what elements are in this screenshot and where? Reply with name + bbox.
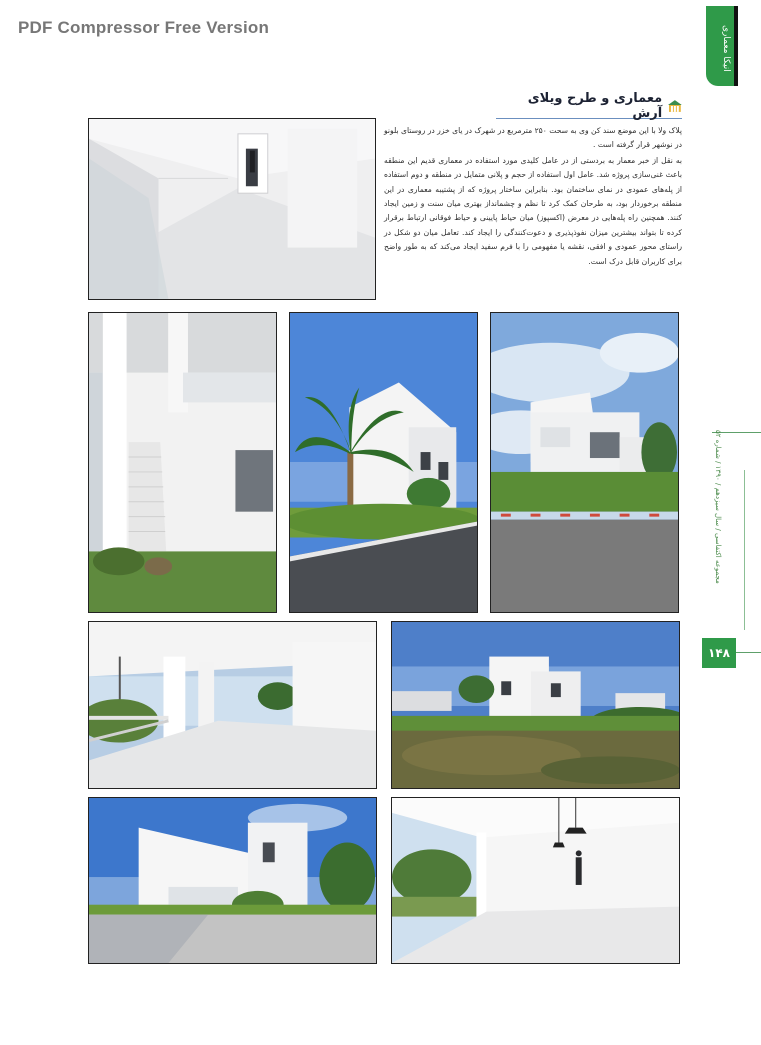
photo-villa-palm-tree	[289, 312, 478, 613]
building-icon	[668, 99, 682, 113]
photo-interior-living-room	[391, 797, 680, 964]
section-tab	[706, 6, 738, 86]
section-tab-label: انیکا معماری	[721, 24, 731, 72]
article-header	[496, 91, 682, 121]
photo-villa-garden	[391, 621, 680, 789]
photo-villa-side-view	[88, 797, 377, 964]
pdf-compressor-watermark: PDF Compressor Free Version	[18, 18, 270, 37]
photo-interior-corridor	[88, 118, 376, 300]
photo-villa-cloudy-sky	[490, 312, 679, 613]
decorative-rule	[736, 652, 761, 653]
photo-exterior-stairs	[88, 312, 277, 613]
article-body	[384, 124, 682, 300]
magazine-caption-text: مجموعه اکتفاسی / سال سیزدهم / ۱۳۹۰ / شماره ۵۲	[714, 430, 722, 584]
article-paragraph: پلاک ولا با این موضع سند کن وی به سحت ۲۵۰ مترمربع در شهرک در یای خزر در روستای بلونو در نوشهر قرار گرفته است .	[384, 126, 682, 150]
article-title: معماری و طرح ویلای آرش	[527, 91, 663, 121]
magazine-caption	[688, 430, 748, 640]
article-paragraph: به نقل از خبر معمار به بردستی از در عامل کلیدی مورد استفاده در معماری قدیم این منطقه باعث غنی‌سازی پروژه شد. عامل اول استفاده از حجم و پلانی متمایل در منطقه و دوم استفاده از پله‌های عمودی در نمای ساختمان بود. بنابراین ساختار پروژه که از پشتیبه معماری در این منطقه برخوردار بود، به طرحان کمک کرد تا نظم و چشمانداز بهتری میان سنت و زمین ایجاد کنند. همچنین راه پله‌هایی در معرض (اکسپوز) میان حیاط پایینی و حیاط فوقانی ارتباط برقرار کرده تا بتواند بیشترین میزان نفوذپذیری و دعوت‌کنندگی را ایجاد کند. تعامل میان دو شکل در راستای محور عمودی و افقی، نقشه یا مفهومی را با فرم سفید ایجاد می‌کند که به طور واضح برای کاربران قابل درک است.	[384, 155, 682, 266]
photo-covered-terrace	[88, 621, 377, 789]
page-number: ۱۴۸	[702, 638, 736, 668]
